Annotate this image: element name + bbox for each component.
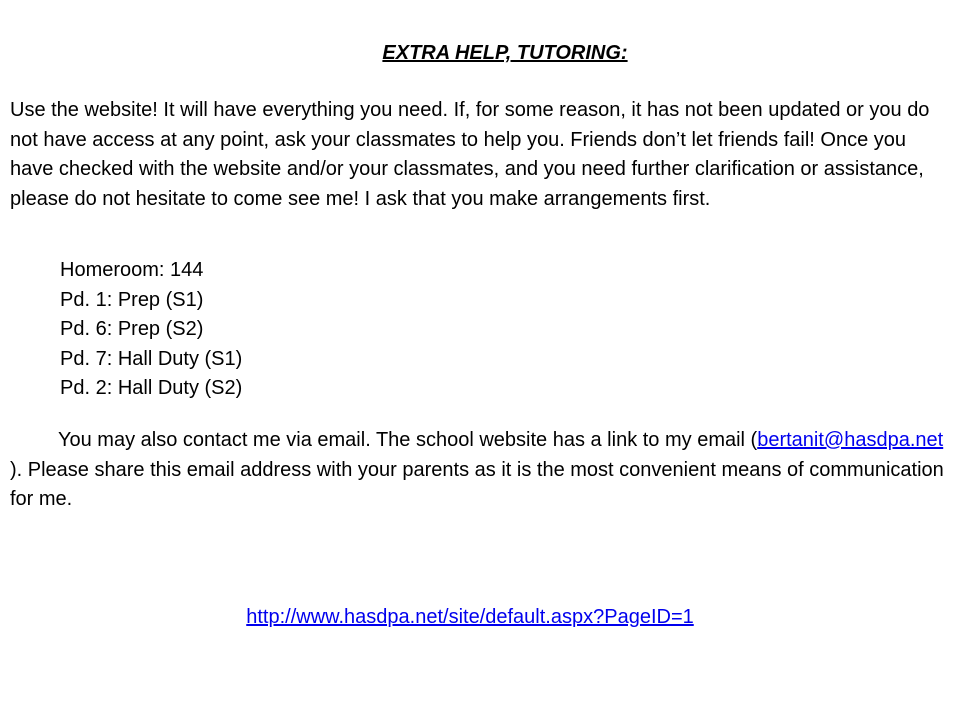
email-link[interactable]: bertanit@hasdpa.net <box>757 429 944 451</box>
schedule-list <box>60 256 242 404</box>
intro-paragraph: Use the website! It will have everything you need. If, for some reason, it has not been updated or you do not have access at any point, ask your classmates to help you. Friends don’t let friends fail! Once you have checked with the website and/or your classmates, and you need further clarification or assistance, please do not hesitate to come see me! I ask that you make arrangements first. <box>10 99 930 210</box>
schedule-item-homeroom: Homeroom: 144 <box>60 259 204 281</box>
contact-text-after-email: ). Please share this email address with your parents as it is the most convenient means of communication for me. <box>10 458 944 511</box>
school-website-link[interactable]: http://www.hasdpa.net/site/default.aspx?PageID=1 <box>246 606 694 628</box>
page-title: EXTRA HELP, TUTORING: <box>382 42 628 64</box>
contact-paragraph <box>10 426 945 515</box>
schedule-item-period-2: Pd. 2: Hall Duty (S2) <box>60 377 243 400</box>
school-url-container <box>0 606 940 629</box>
schedule-item-period-1: Pd. 1: Prep (S1) <box>60 288 204 311</box>
schedule-item-period-7: Pd. 7: Hall Duty (S1) <box>60 347 243 370</box>
schedule-item-period-6: Pd. 6: Prep (S2) <box>60 318 204 341</box>
contact-text-before-email: You may also contact me via email. The school website has a link to my email ( <box>58 429 758 451</box>
